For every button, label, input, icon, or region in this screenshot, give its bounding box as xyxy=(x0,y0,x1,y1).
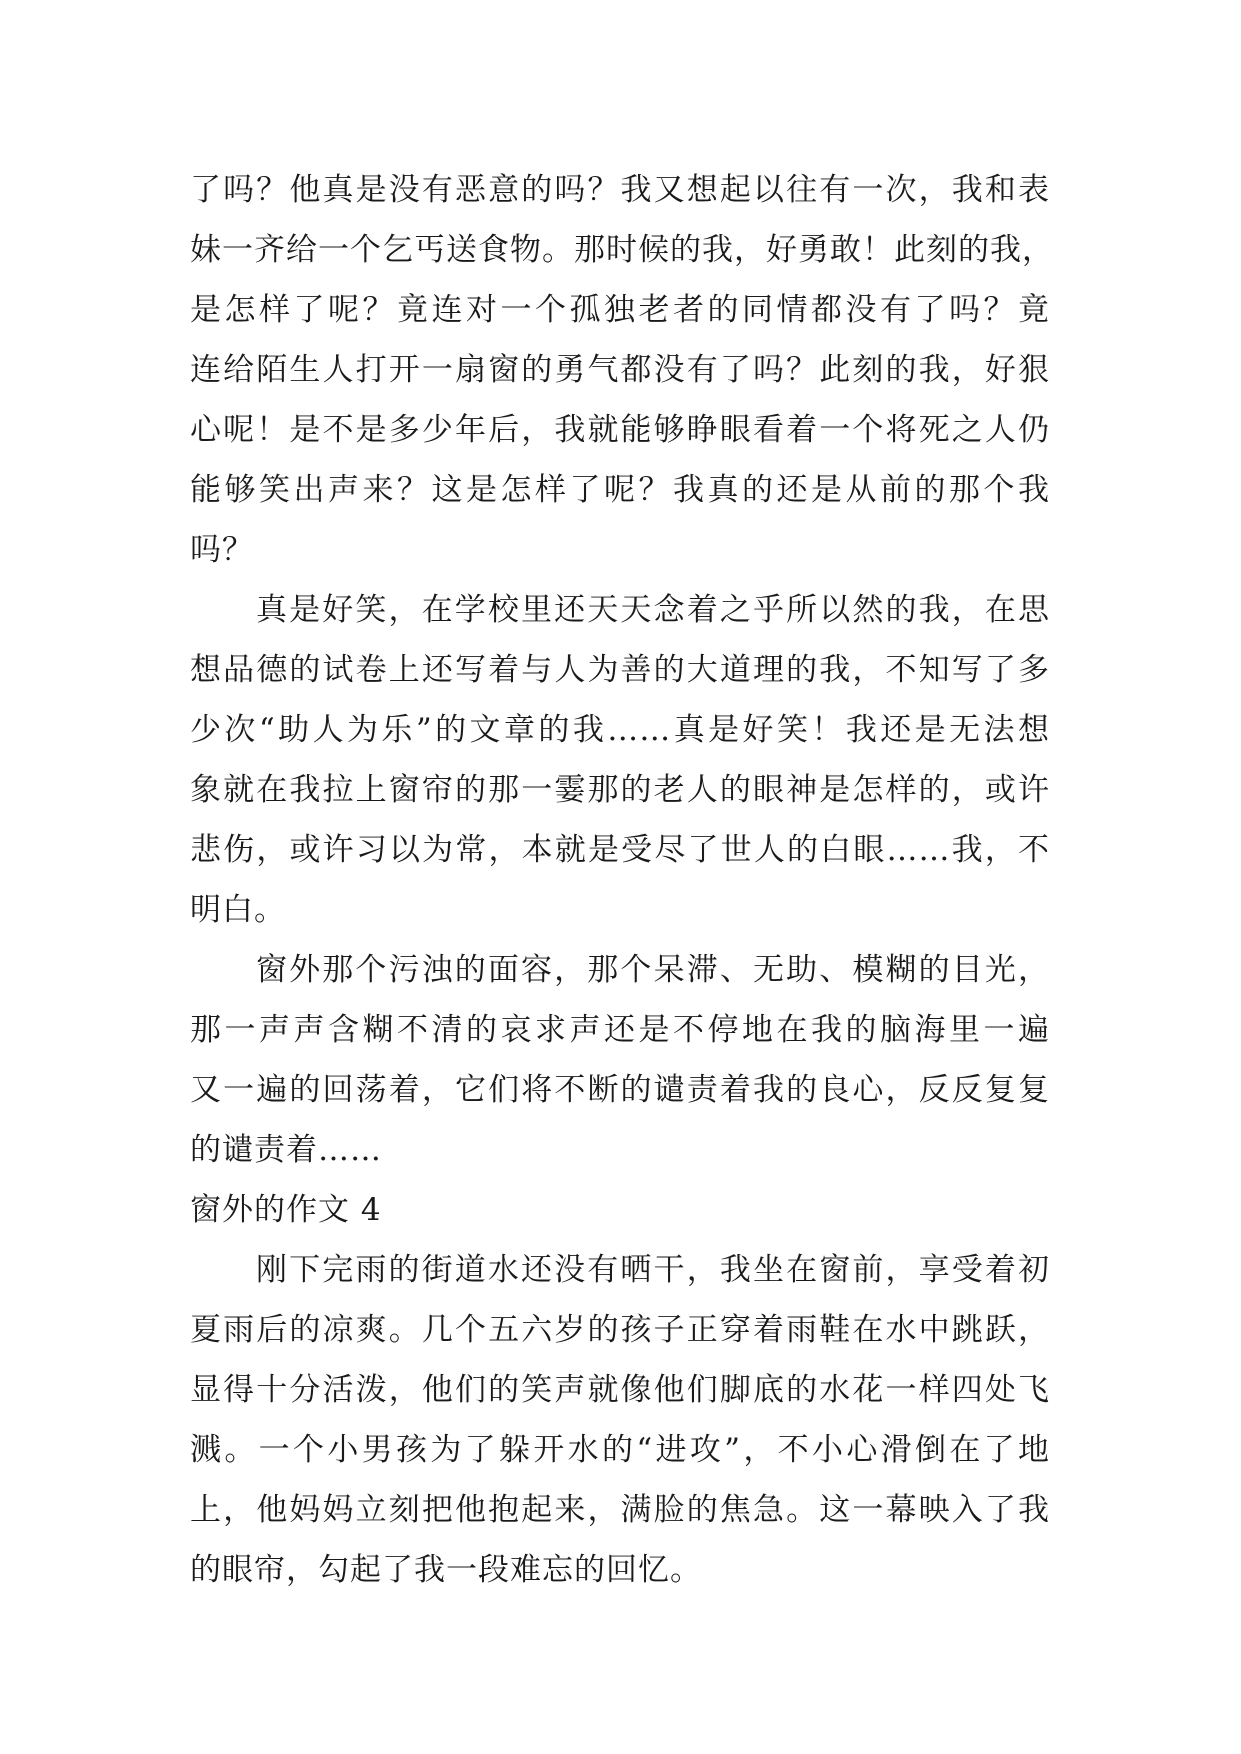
text-line: 显得十分活泼，他们的笑声就像他们脚底的水花一样四处飞 xyxy=(190,1372,1050,1408)
paragraph-1 xyxy=(190,160,1054,580)
text-line: 心呢！是不是多少年后，我就能够睁眼看着一个将死之人仍 xyxy=(190,412,1050,448)
text-line: 能够笑出声来？这是怎样了呢？我真的还是从前的那个我 xyxy=(190,472,1050,508)
text-line: 是怎样了呢？竟连对一个孤独老者的同情都没有了吗？竟 xyxy=(190,292,1050,328)
text-line: 连给陌生人打开一扇窗的勇气都没有了吗？此刻的我，好狠 xyxy=(190,352,1050,388)
text-line: 的谴责着…… xyxy=(190,1132,382,1168)
text-line: 少次“助人为乐”的文章的我……真是好笑！我还是无法想 xyxy=(190,712,1050,748)
text-line: 明白。 xyxy=(190,892,286,928)
text-line: 真是好笑，在学校里还天天念着之乎所以然的我，在思 xyxy=(256,592,1050,628)
section-heading: 窗外的作文 4 xyxy=(190,1192,382,1228)
document-body xyxy=(190,160,1054,1600)
text-line: 妹一齐给一个乞丐送食物。那时候的我，好勇敢！此刻的我， xyxy=(190,232,1054,268)
text-line: 的眼帘，勾起了我一段难忘的回忆。 xyxy=(190,1552,702,1588)
text-line: 那一声声含糊不清的哀求声还是不停地在我的脑海里一遍 xyxy=(190,1012,1050,1048)
text-line: 窗外那个污浊的面容，那个呆滞、无助、模糊的目光， xyxy=(256,952,1050,988)
text-line: 夏雨后的凉爽。几个五六岁的孩子正穿着雨鞋在水中跳跃， xyxy=(190,1312,1050,1348)
text-line: 吗？ xyxy=(190,532,254,568)
text-line: 想品德的试卷上还写着与人为善的大道理的我，不知写了多 xyxy=(190,652,1050,688)
text-line: 悲伤，或许习以为常，本就是受尽了世人的白眼……我，不 xyxy=(190,832,1050,868)
text-line: 又一遍的回荡着，它们将不断的谴责着我的良心，反反复复 xyxy=(190,1072,1050,1108)
text-line: 刚下完雨的街道水还没有晒干，我坐在窗前，享受着初 xyxy=(256,1252,1050,1288)
text-line: 溅。一个小男孩为了躲开水的“进攻”，不小心滑倒在了地 xyxy=(190,1432,1050,1468)
text-line: 了吗？他真是没有恶意的吗？我又想起以往有一次，我和表 xyxy=(190,172,1050,208)
text-line: 上，他妈妈立刻把他抱起来，满脸的焦急。这一幕映入了我 xyxy=(190,1492,1050,1528)
paragraph-4 xyxy=(190,1240,1050,1600)
text-line: 象就在我拉上窗帘的那一霎那的老人的眼神是怎样的，或许 xyxy=(190,772,1050,808)
paragraph-2 xyxy=(190,580,1050,940)
paragraph-3 xyxy=(190,940,1050,1180)
